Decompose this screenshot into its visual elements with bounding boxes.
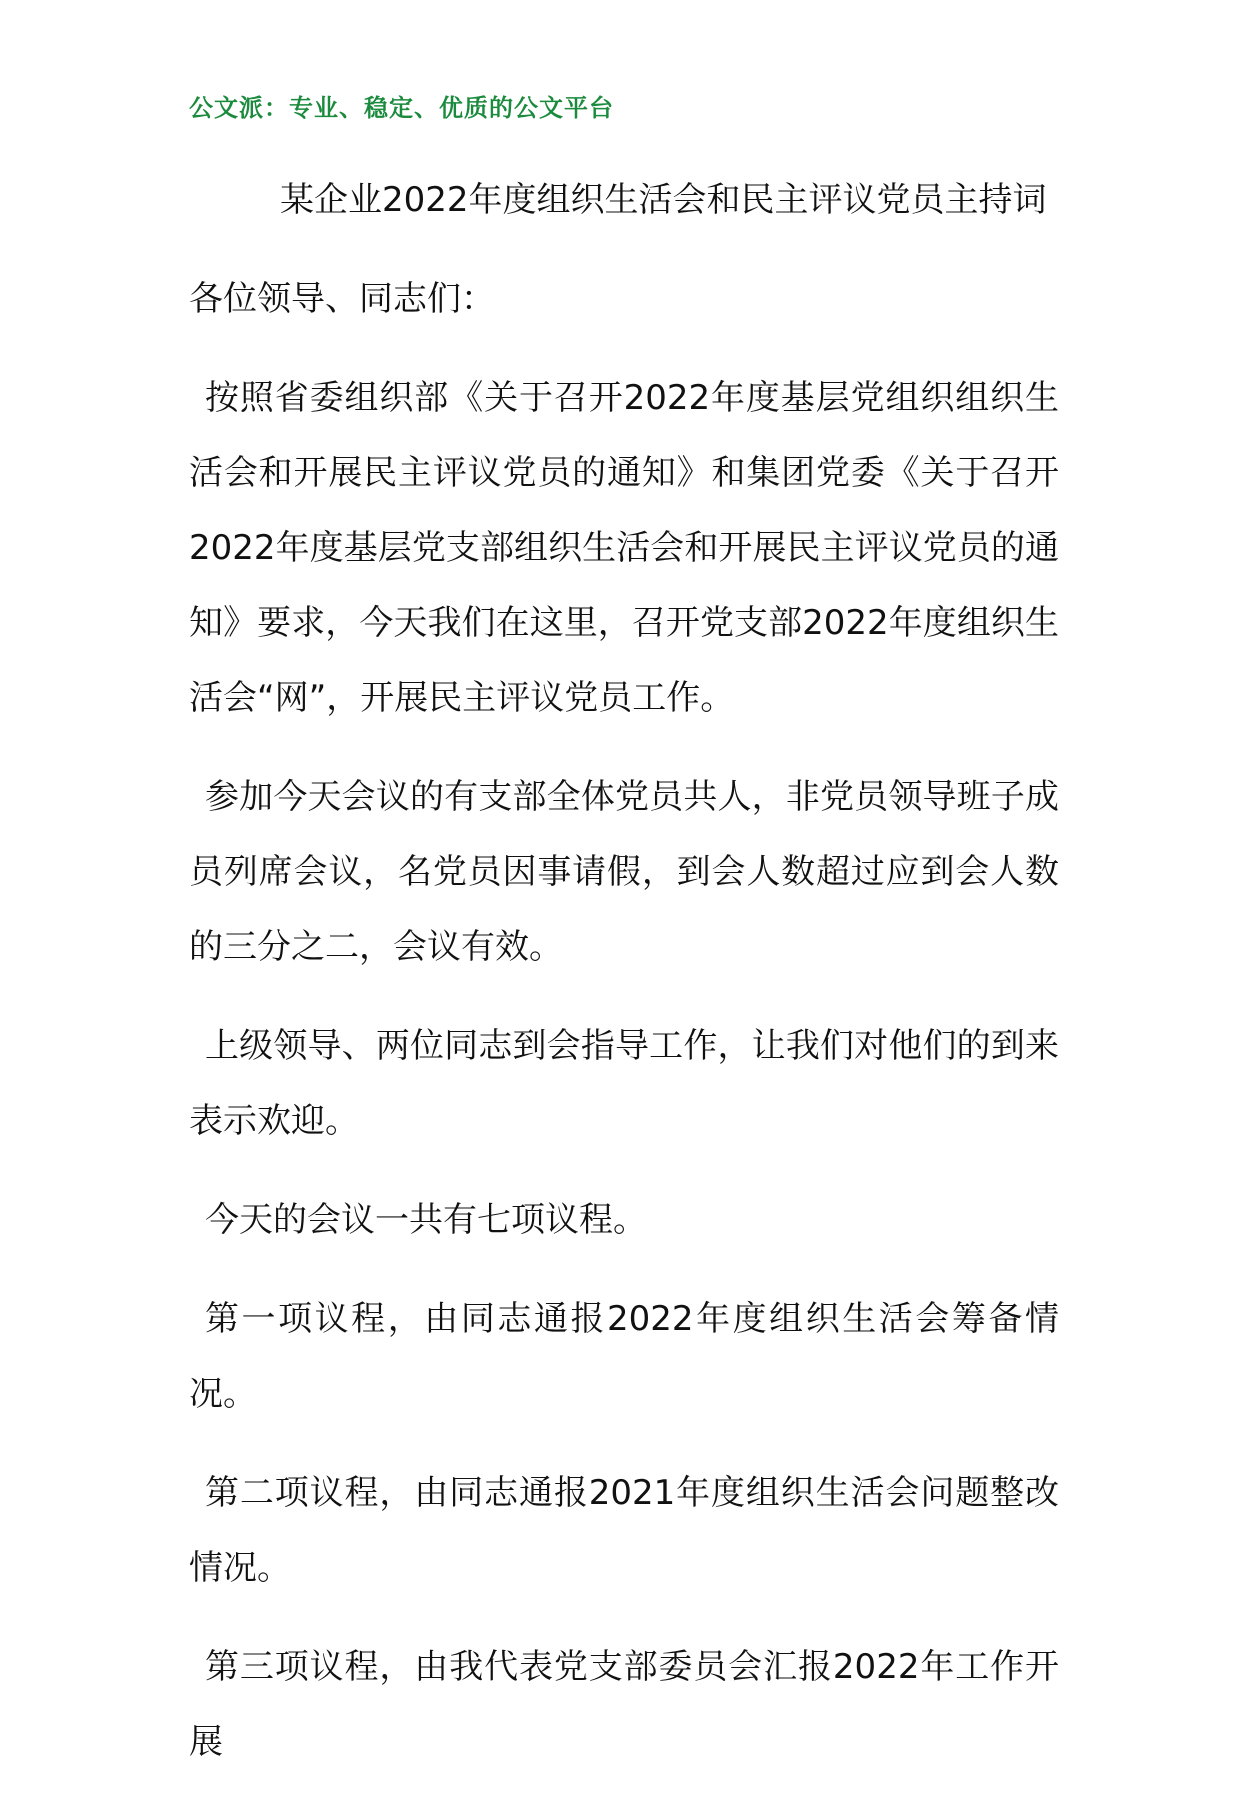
paragraph: 上级领导、两位同志到会指导工作，让我们对他们的到来表示欢迎。: [189, 1026, 1059, 1141]
paragraph: 第三项议程，由我代表党支部委员会汇报2022年工作开展: [189, 1647, 1059, 1762]
paragraph: 参加今天会议的有支部全体党员共人，非党员领导班子成员列席会议，名党员因事请假，到会人数超过应到会人数的三分之二，会议有效。: [189, 777, 1059, 967]
document-body: [189, 262, 1059, 1804]
greeting: 各位领导、同志们：: [189, 279, 495, 319]
paragraph: 今天的会议一共有七项议程。: [205, 1200, 647, 1240]
document-title: 某企业2022年度组织生活会和民主评议党员主持词: [280, 180, 1047, 220]
paragraph: 第一项议程，由同志通报2022年度组织生活会筹备情况。: [189, 1299, 1059, 1414]
paragraph: 第二项议程，由同志通报2021年度组织生活会问题整改情况。: [189, 1473, 1059, 1588]
brand-header: 公文派：专业、稳定、优质的公文平台: [189, 94, 614, 122]
paragraph: 按照省委组织部《关于召开2022年度基层党组织组织生活会和开展民主评议党员的通知》和集团党委《关于召开2022年度基层党支部组织生活会和开展民主评议党员的通知》要求，今天我们在这里，召开党支部2022年度组织生活会“网”，开展民主评议党员工作。: [189, 378, 1059, 718]
